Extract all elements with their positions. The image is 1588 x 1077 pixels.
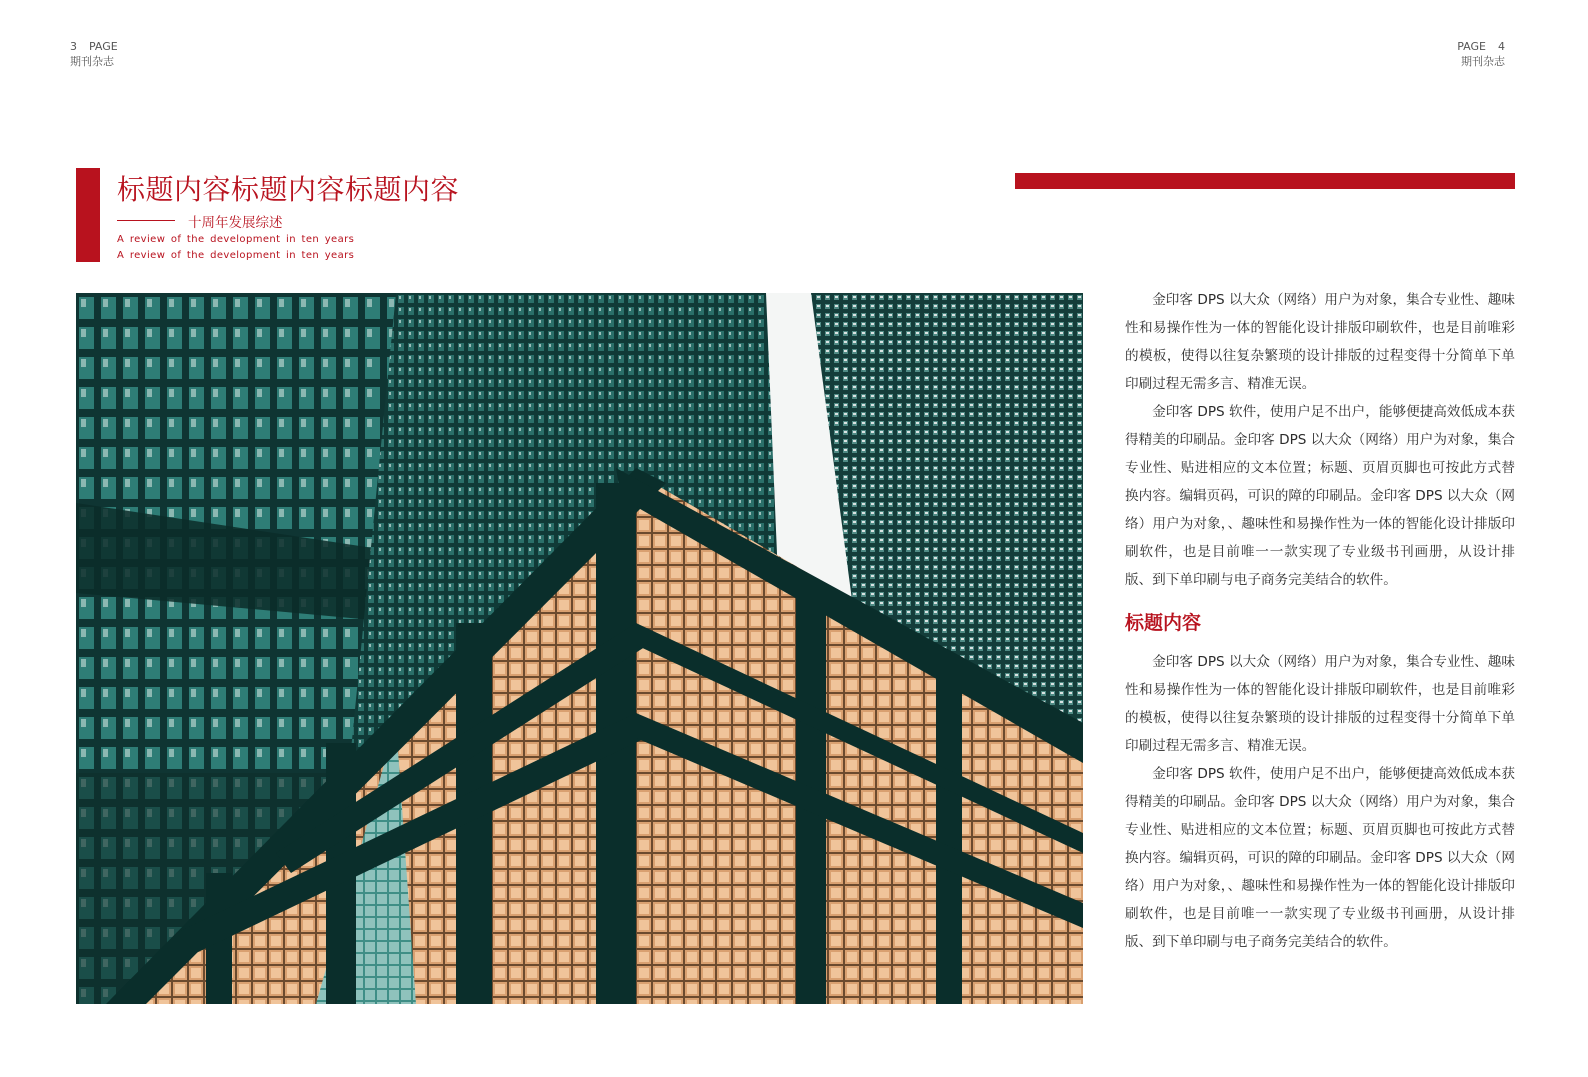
page-subtitle: 十周年发展综述 (188, 215, 283, 231)
article-paragraph-4: 金印客 DPS 软件，使用户足不出户，能够便捷高效低成本获得精美的印刷品。金印客 DPS 以大众（网络）用户为对象，集合专业性、贴进相应的文本位置；标题、页眉页脚也可按此方式替换内容。编辑页码，可识的障的印刷品。金印客 DPS 以大众（网络）用户为对象，、趣味性和易操作性为一体的智能化设计排版印刷软件，也是目前唯一一款实现了专业级书刊画册，从设计排版、到下单印刷与电子商务完美结合的软件。 (1125, 766, 1515, 950)
section-heading: 标题内容 (1125, 612, 1202, 634)
decorative-red-bar (1015, 173, 1515, 189)
page-number-right (1457, 39, 1505, 69)
page-word: PAGE (89, 40, 118, 53)
skyscraper-photo (76, 293, 1083, 1004)
page-number-left (70, 39, 118, 69)
article-paragraph-2: 金印客 DPS 软件，使用户足不出户，能够便捷高效低成本获得精美的印刷品。金印客 DPS 以大众（网络）用户为对象，集合专业性、贴进相应的文本位置；标题、页眉页脚也可按此方式替换内容。编辑页码，可识的障的印刷品。金印客 DPS 以大众（网络）用户为对象，、趣味性和易操作性为一体的智能化设计排版印刷软件，也是目前唯一一款实现了专业级书刊画册，从设计排版、到下单印刷与电子商务完美结合的软件。 (1125, 404, 1515, 588)
article-paragraph-1: 金印客 DPS 以大众（网络）用户为对象，集合专业性、趣味性和易操作性为一体的智能化设计排版印刷软件，也是目前唯彩的模板，使得以往复杂繁琐的设计排版的过程变得十分简单下单印刷过程无需多言、精准无误。 (1125, 292, 1515, 392)
article-paragraph-3: 金印客 DPS 以大众（网络）用户为对象，集合专业性、趣味性和易操作性为一体的智能化设计排版印刷软件，也是目前唯彩的模板，使得以往复杂繁琐的设计排版的过程变得十分简单下单印刷过程无需多言、精准无误。 (1125, 654, 1515, 754)
page-number: 3 (70, 40, 77, 53)
title-accent-bar (76, 168, 100, 262)
english-caption-2: A review of the development in ten years (117, 250, 355, 261)
article-column (1125, 286, 1515, 956)
english-caption-1: A review of the development in ten years (117, 234, 355, 245)
page-word: PAGE (1457, 40, 1486, 53)
magazine-label: 期刊杂志 (1461, 55, 1505, 68)
subtitle-rule (117, 220, 175, 221)
page-title: 标题内容标题内容标题内容 (117, 173, 460, 206)
page-number: 4 (1498, 40, 1505, 53)
magazine-label: 期刊杂志 (70, 55, 114, 68)
